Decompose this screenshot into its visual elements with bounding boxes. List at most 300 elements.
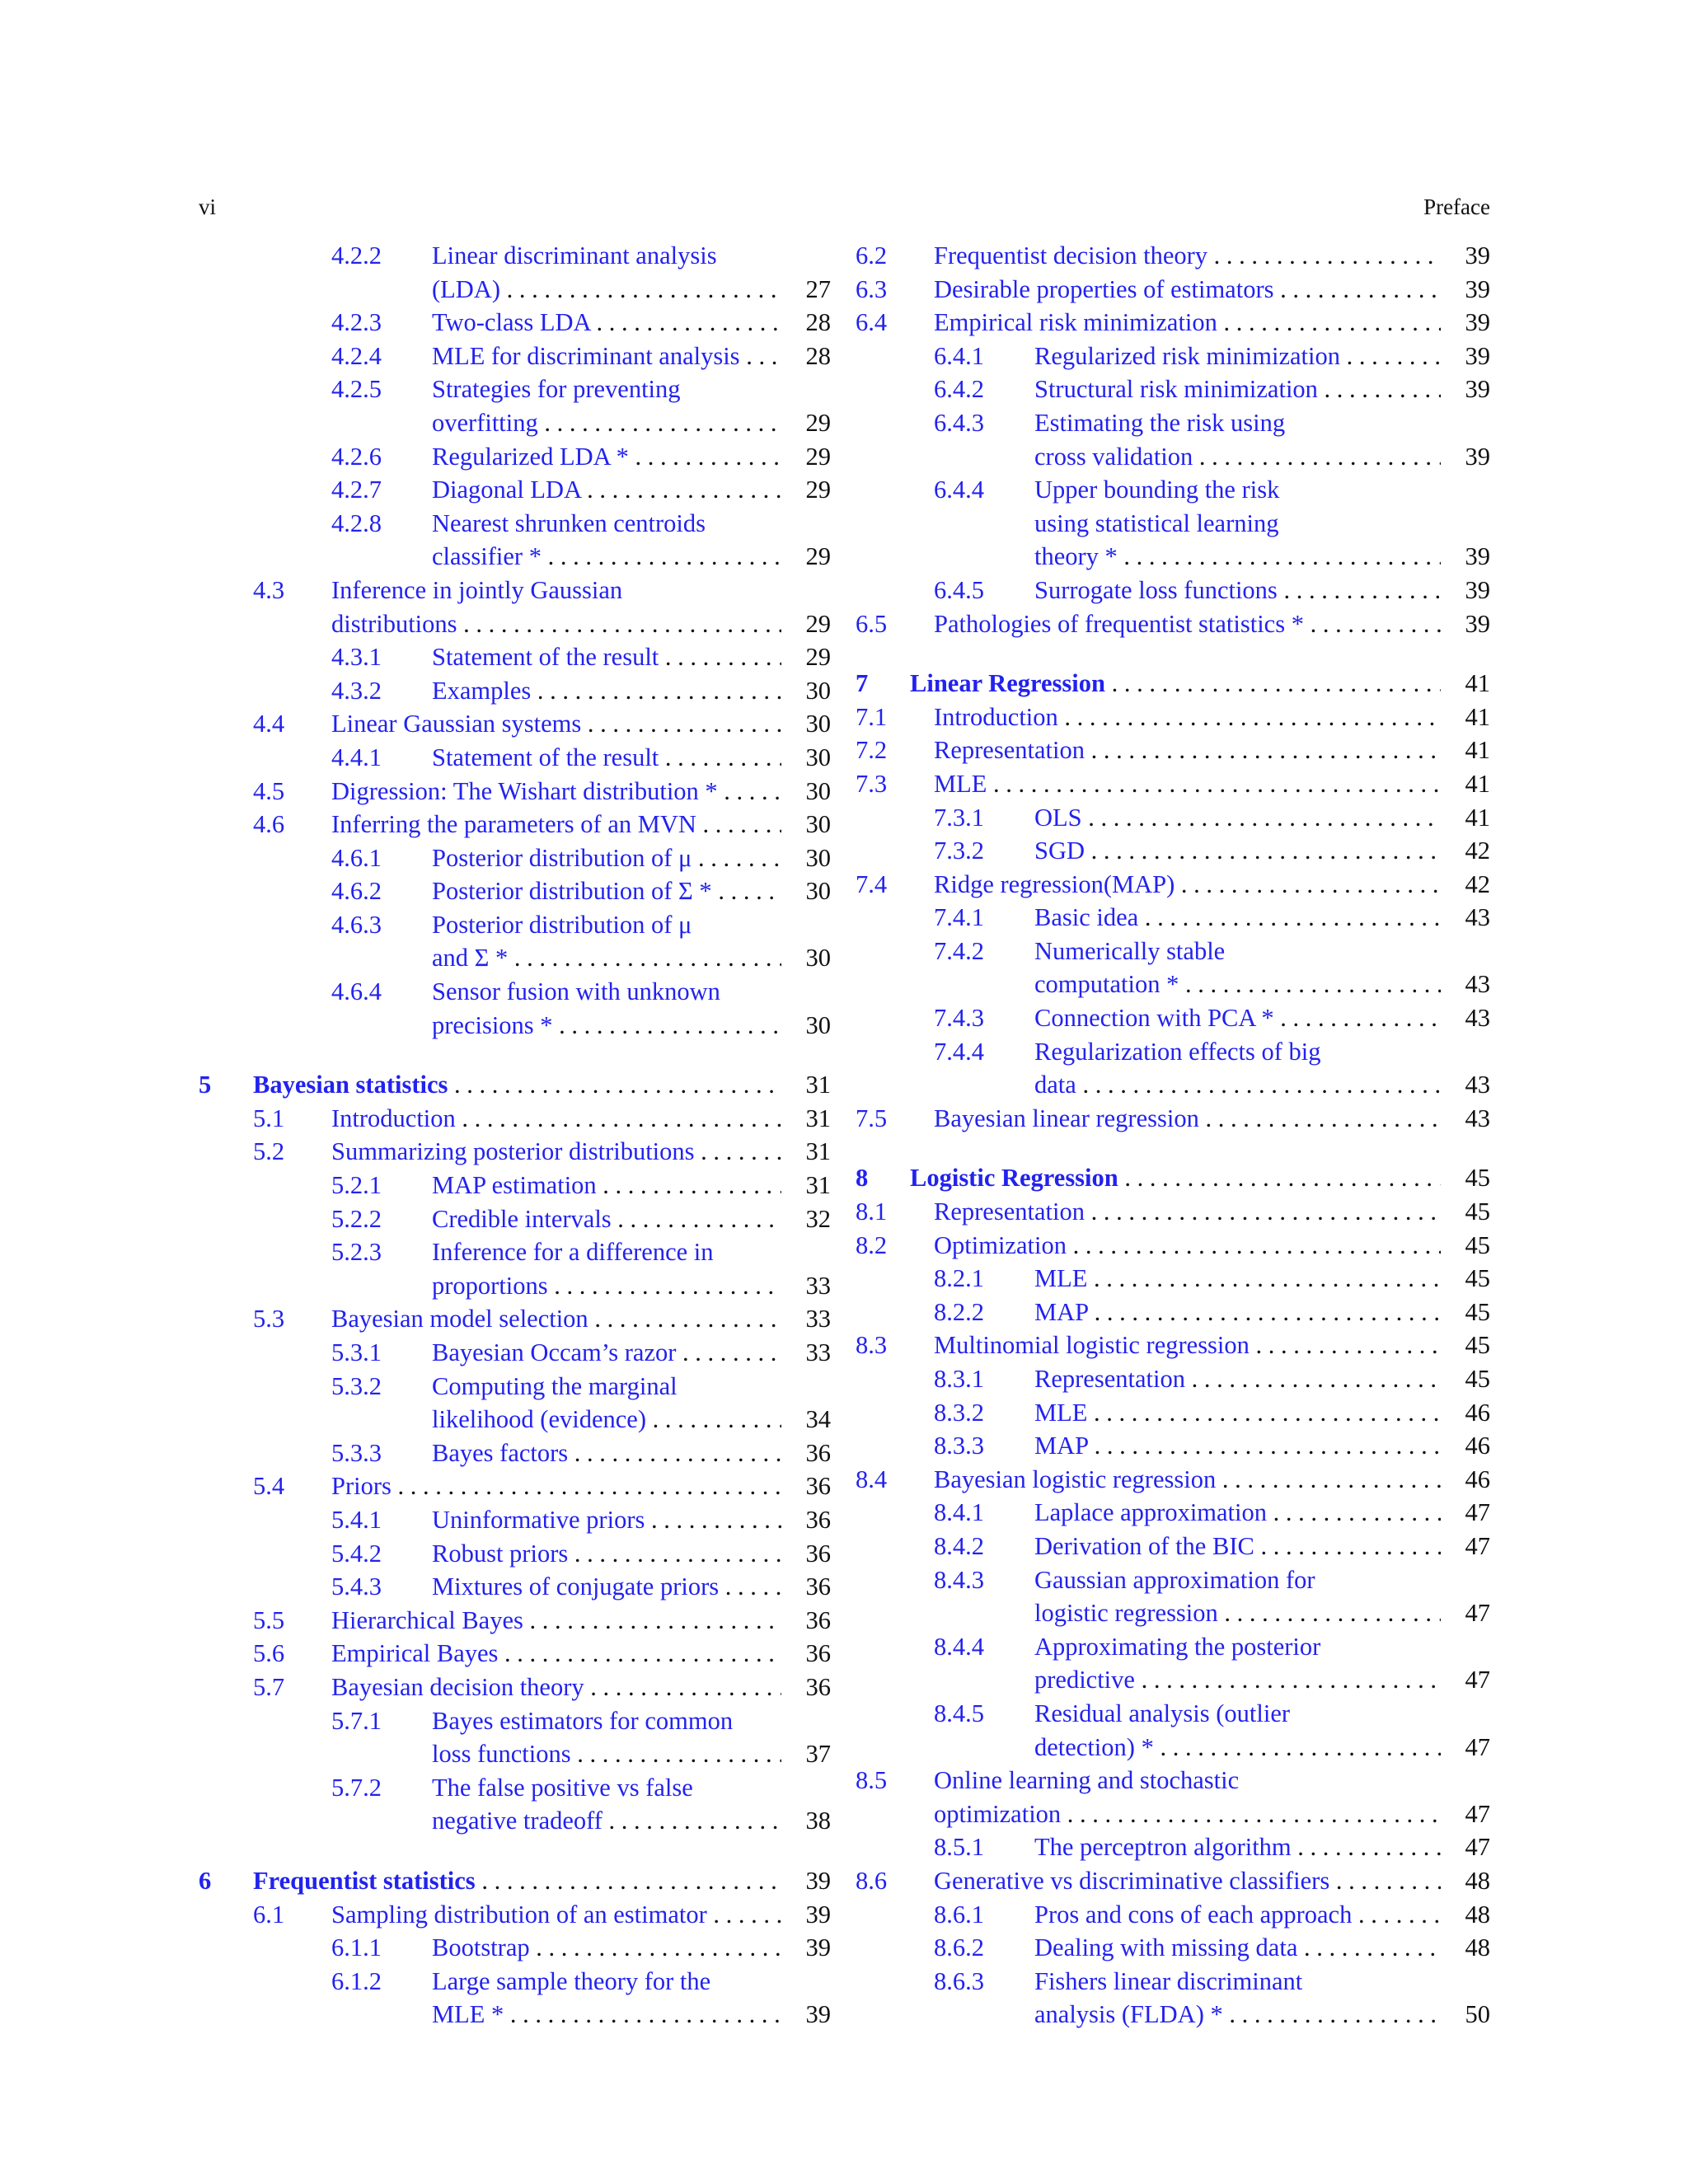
toc-entry-title: likelihood (evidence) [432, 1405, 646, 1434]
toc-section-entry[interactable] [856, 701, 1490, 734]
toc-entry-page-number: 30 [781, 775, 831, 808]
toc-subsection-entry[interactable] [199, 741, 831, 775]
toc-section-entry[interactable] [199, 1135, 831, 1169]
toc-entry-title: MLE * [432, 2000, 504, 2029]
toc-entry-title: Examples [432, 676, 532, 705]
toc-entry-number: 8.4.1 [934, 1498, 984, 1527]
toc-entry-title: Bayesian linear regression [934, 1104, 1199, 1132]
toc-entry-title: analysis (FLDA) * [1034, 2000, 1223, 2029]
toc-entry-number: 5.3 [253, 1305, 285, 1333]
toc-subsection-entry[interactable] [199, 874, 831, 908]
toc-subsection-entry[interactable] [856, 801, 1490, 835]
toc-entry-title: Generative vs discriminative classifiers [934, 1866, 1330, 1895]
toc-subsection-entry[interactable] [199, 1771, 831, 1838]
toc-subsection-entry[interactable] [856, 1931, 1490, 1965]
toc-entry-page-number: 39 [1441, 440, 1490, 474]
toc-entry-title: Surrogate loss functions [1034, 575, 1278, 604]
toc-entry-title: Bayesian logistic regression [934, 1465, 1217, 1493]
toc-entry-page-number: 43 [1441, 901, 1490, 935]
toc-entry-number: 7.1 [856, 702, 888, 731]
toc-entry-number: 6.5 [856, 609, 888, 638]
toc-entry-title: Introduction [331, 1104, 456, 1132]
toc-section-entry[interactable] [199, 775, 831, 808]
toc-entry-title: Pathologies of frequentist statistics * [934, 609, 1304, 638]
toc-subsection-entry[interactable] [856, 1262, 1490, 1296]
toc-subsection-entry[interactable] [856, 1830, 1490, 1864]
toc-entry-number: 8 [856, 1164, 869, 1193]
toc-entry-page-number: 41 [1441, 667, 1490, 701]
toc-subsection-entry[interactable] [856, 1001, 1490, 1035]
toc-entry-title: theory * [1034, 542, 1118, 571]
toc-entry-page-number: 39 [1441, 340, 1490, 373]
toc-entry-page-number: 39 [781, 1998, 831, 2032]
toc-entry-page-number: 30 [781, 707, 831, 741]
toc-entry-page-number: 39 [1441, 239, 1490, 273]
toc-subsection-entry[interactable] [856, 1296, 1490, 1329]
toc-entry-title: Desirable properties of estimators [934, 274, 1274, 303]
toc-subsection-entry[interactable] [199, 507, 831, 574]
toc-entry-title: MAP estimation [432, 1171, 597, 1200]
toc-subsection-entry[interactable] [856, 1898, 1490, 1932]
toc-subsection-entry[interactable] [856, 1965, 1490, 2032]
toc-entry-page-number: 36 [781, 1537, 831, 1571]
toc-entry-number: 5.3.3 [331, 1438, 382, 1467]
toc-entry-number: 7.4.4 [934, 1037, 984, 1066]
toc-entry-title: (LDA) [432, 274, 500, 303]
toc-entry-number: 7.4.3 [934, 1004, 984, 1033]
toc-entry-page-number: 45 [1441, 1362, 1490, 1396]
toc-entry-page-number: 42 [1441, 868, 1490, 902]
toc-subsection-entry[interactable] [856, 473, 1490, 574]
toc-entry-title: predictive [1034, 1666, 1135, 1694]
toc-entry-title: MLE [1034, 1398, 1088, 1427]
toc-entry-page-number: 36 [781, 1436, 831, 1470]
toc-entry-number: 5.1 [253, 1104, 285, 1132]
toc-entry-page-number: 46 [1441, 1429, 1490, 1463]
toc-subsection-entry[interactable] [856, 1563, 1490, 1630]
toc-chapter-entry[interactable] [856, 1161, 1490, 1195]
toc-entry-page-number: 30 [781, 741, 831, 775]
toc-section-entry[interactable] [856, 306, 1490, 340]
toc-right-column [856, 239, 1490, 2032]
section-gap [856, 1135, 1490, 1161]
toc-section-entry[interactable] [856, 1329, 1490, 1362]
toc-subsection-entry[interactable] [199, 908, 831, 975]
toc-subsection-entry[interactable] [856, 935, 1490, 1001]
toc-entry-page-number: 29 [781, 540, 831, 574]
toc-subsection-entry[interactable] [199, 1235, 831, 1302]
toc-section-entry[interactable] [199, 1671, 831, 1704]
toc-entry-title: logistic regression [1034, 1599, 1218, 1628]
toc-entry-number: 7.4.1 [934, 903, 984, 932]
toc-entry-page-number: 45 [1441, 1161, 1490, 1195]
toc-entry-title: Gaussian approximation for [1034, 1565, 1315, 1594]
toc-entry-title: Robust priors [432, 1539, 569, 1568]
toc-entry-page-number: 45 [1441, 1195, 1490, 1229]
toc-subsection-entry[interactable] [199, 1370, 831, 1436]
toc-chapter-entry[interactable] [199, 1068, 831, 1102]
toc-entry-title: Representation [934, 1197, 1085, 1226]
toc-entry-page-number: 47 [1441, 1797, 1490, 1831]
toc-entry-title: Representation [934, 736, 1085, 765]
toc-entry-page-number: 36 [781, 1503, 831, 1537]
toc-subsection-entry[interactable] [199, 1436, 831, 1470]
toc-entry-page-number: 39 [1441, 373, 1490, 406]
toc-entry-title: Sensor fusion with unknown [432, 977, 720, 1006]
toc-entry-title: Bayesian statistics [253, 1071, 448, 1099]
toc-entry-title: Strategies for preventing [432, 375, 681, 404]
toc-entry-title: Introduction [934, 702, 1058, 731]
toc-entry-title: Large sample theory for the [432, 1966, 711, 1995]
toc-entry-page-number: 36 [781, 1637, 831, 1671]
toc-entry-number: 6.4.5 [934, 575, 984, 604]
toc-entry-title: MAP [1034, 1297, 1088, 1326]
toc-entry-page-number: 28 [781, 340, 831, 373]
toc-entry-title: The perceptron algorithm [1034, 1833, 1292, 1862]
toc-entry-page-number: 41 [1441, 701, 1490, 734]
toc-entry-number: 5.4.2 [331, 1539, 382, 1568]
toc-entry-page-number: 38 [781, 1804, 831, 1838]
toc-entry-title: Fishers linear discriminant [1034, 1966, 1303, 1995]
toc-entry-page-number: 47 [1441, 1596, 1490, 1630]
toc-entry-number: 5.4.3 [331, 1572, 382, 1601]
toc-section-entry[interactable] [856, 868, 1490, 902]
toc-entry-page-number: 39 [1441, 607, 1490, 641]
toc-section-entry[interactable] [199, 1102, 831, 1136]
toc-entry-page-number: 39 [1441, 574, 1490, 607]
toc-entry-title: Inferring the parameters of an MVN [331, 810, 696, 839]
toc-entry-title: Bootstrap [432, 1933, 530, 1962]
toc-entry-number: 8.1 [856, 1197, 888, 1226]
toc-entry-number: 6.4.3 [934, 408, 984, 437]
toc-entry-page-number: 30 [781, 1009, 831, 1043]
section-gap [199, 1042, 831, 1068]
toc-entry-number: 4.6.1 [331, 843, 382, 872]
toc-subsection-entry[interactable] [856, 1396, 1490, 1430]
toc-entry-number: 8.3.3 [934, 1432, 984, 1460]
section-gap [199, 1838, 831, 1864]
toc-entry-title: Sampling distribution of an estimator [331, 1900, 707, 1929]
toc-entry-page-number: 43 [1441, 1102, 1490, 1136]
toc-entry-title: Mixtures of conjugate priors [432, 1572, 720, 1601]
toc-entry-title: The false positive vs false [432, 1773, 693, 1802]
toc-entry-page-number: 47 [1441, 1663, 1490, 1697]
toc-subsection-entry[interactable] [199, 1169, 831, 1202]
toc-section-entry[interactable] [856, 1229, 1490, 1263]
toc-subsection-entry[interactable] [856, 1697, 1490, 1764]
toc-section-entry[interactable] [199, 1604, 831, 1638]
toc-entry-number: 7.4.2 [934, 936, 984, 965]
toc-entry-title: cross validation [1034, 442, 1193, 471]
toc-entry-page-number: 29 [781, 440, 831, 474]
toc-entry-number: 8.6.2 [934, 1933, 984, 1962]
toc-entry-title: Posterior distribution of Σ * [432, 877, 712, 906]
toc-entry-title: Two-class LDA [432, 308, 590, 337]
toc-entry-page-number: 47 [1441, 1830, 1490, 1864]
toc-entry-page-number: 30 [781, 874, 831, 908]
toc-entry-number: 4.6.2 [331, 877, 382, 906]
toc-chapter-entry[interactable] [199, 1864, 831, 1898]
toc-entry-title: Empirical Bayes [331, 1639, 499, 1668]
toc-entry-title: proportions [432, 1271, 548, 1300]
toc-entry-title: Inference for a difference in [432, 1238, 714, 1267]
toc-entry-title: Dealing with missing data [1034, 1933, 1298, 1962]
toc-entry-title: Structural risk minimization [1034, 375, 1318, 404]
toc-entry-title: MLE for discriminant analysis [432, 341, 740, 370]
toc-entry-page-number: 41 [1441, 733, 1490, 767]
toc-entry-number: 5.5 [253, 1605, 285, 1634]
toc-subsection-entry[interactable] [856, 574, 1490, 607]
toc-entry-number: 4.2.8 [331, 509, 382, 537]
toc-entry-number: 4.6.4 [331, 977, 382, 1006]
toc-subsection-entry[interactable] [199, 1965, 831, 2032]
toc-section-entry[interactable] [199, 574, 831, 640]
toc-entry-title: MLE [934, 769, 987, 798]
toc-entry-title: Posterior distribution of μ [432, 843, 692, 872]
toc-entry-number: 8.5 [856, 1766, 888, 1795]
toc-entry-page-number: 39 [1441, 273, 1490, 307]
toc-section-entry[interactable] [856, 1764, 1490, 1830]
toc-entry-title: Numerically stable [1034, 936, 1226, 965]
toc-entry-number: 5 [199, 1071, 212, 1099]
toc-entry-title: Frequentist decision theory [934, 241, 1208, 269]
toc-subsection-entry[interactable] [856, 1530, 1490, 1563]
toc-subsection-entry[interactable] [199, 239, 831, 306]
toc-entry-page-number: 29 [781, 607, 831, 641]
toc-subsection-entry[interactable] [856, 406, 1490, 473]
toc-subsection-entry[interactable] [199, 841, 831, 875]
toc-entry-page-number: 30 [781, 674, 831, 708]
toc-entry-title: Summarizing posterior distributions [331, 1137, 695, 1166]
toc-entry-title: data [1034, 1071, 1076, 1099]
toc-entry-number: 4.6 [253, 810, 285, 839]
toc-subsection-entry[interactable] [199, 1503, 831, 1537]
toc-entry-number: 5.7.1 [331, 1706, 382, 1735]
toc-entry-number: 4.5 [253, 776, 285, 805]
toc-subsection-entry[interactable] [856, 1035, 1490, 1102]
toc-entry-number: 8.4.5 [934, 1699, 984, 1727]
toc-subsection-entry[interactable] [199, 473, 831, 507]
toc-section-entry[interactable] [199, 1469, 831, 1503]
toc-section-entry[interactable] [856, 607, 1490, 641]
toc-entry-number: 4.3.2 [331, 676, 382, 705]
toc-entry-title: Linear discriminant analysis [432, 241, 717, 269]
toc-entry-number: 8.3.2 [934, 1398, 984, 1427]
toc-entry-number: 8.2.1 [934, 1264, 984, 1293]
toc-entry-number: 5.3.2 [331, 1371, 382, 1400]
toc-entry-page-number: 43 [1441, 1068, 1490, 1102]
toc-entry-page-number: 30 [781, 841, 831, 875]
toc-entry-number: 6.1.2 [331, 1966, 382, 1995]
toc-entry-number: 8.3.1 [934, 1365, 984, 1393]
toc-entry-number: 5.4.1 [331, 1505, 382, 1534]
toc-entry-number: 5.3.1 [331, 1338, 382, 1366]
toc-chapter-entry[interactable] [856, 667, 1490, 701]
toc-entry-title: Uninformative priors [432, 1505, 645, 1534]
toc-entry-page-number: 39 [1441, 540, 1490, 574]
toc-entry-number: 4.3.1 [331, 643, 382, 672]
toc-entry-title: Frequentist statistics [253, 1866, 476, 1895]
toc-subsection-entry[interactable] [856, 1362, 1490, 1396]
toc-entry-title: MAP [1034, 1432, 1088, 1460]
toc-entry-number: 4.2.3 [331, 308, 382, 337]
toc-entry-number: 4.3 [253, 575, 285, 604]
toc-entry-title: Bayesian decision theory [331, 1672, 584, 1701]
toc-section-entry[interactable] [856, 273, 1490, 307]
toc-entry-page-number: 31 [781, 1135, 831, 1169]
toc-entry-title: Empirical risk minimization [934, 308, 1217, 337]
toc-subsection-entry[interactable] [199, 1202, 831, 1236]
toc-entry-title: Representation [1034, 1365, 1185, 1393]
toc-section-entry[interactable] [856, 1864, 1490, 1898]
toc-entry-number: 6.4 [856, 308, 888, 337]
toc-entry-number: 8.2 [856, 1230, 888, 1259]
toc-subsection-entry[interactable] [199, 1537, 831, 1571]
toc-entry-title: SGD [1034, 837, 1085, 865]
toc-entry-title: Linear Regression [910, 669, 1105, 698]
toc-entry-title: classifier * [432, 542, 542, 571]
toc-entry-number: 5.2.1 [331, 1171, 382, 1200]
toc-entry-number: 8.5.1 [934, 1833, 984, 1862]
toc-entry-title: Regularized risk minimization [1034, 341, 1340, 370]
toc-entry-title: Regularization effects of big [1034, 1037, 1321, 1066]
toc-entry-page-number: 33 [781, 1336, 831, 1370]
running-header-page-number: vi [199, 194, 217, 219]
toc-entry-title: Bayesian Occam’s razor [432, 1338, 677, 1366]
toc-entry-title: Laplace approximation [1034, 1498, 1268, 1527]
toc-subsection-entry[interactable] [856, 901, 1490, 935]
toc-subsection-entry[interactable] [856, 373, 1490, 406]
toc-subsection-entry[interactable] [199, 975, 831, 1042]
toc-entry-page-number: 33 [781, 1302, 831, 1336]
toc-entry-number: 6.4.4 [934, 476, 984, 504]
toc-section-entry[interactable] [199, 808, 831, 841]
toc-entry-page-number: 39 [781, 1931, 831, 1965]
toc-entry-title: Logistic Regression [910, 1164, 1118, 1193]
toc-entry-title: Priors [331, 1472, 392, 1501]
toc-entry-title: Statement of the result [432, 743, 659, 771]
toc-section-entry[interactable] [856, 1102, 1490, 1136]
toc-entry-page-number: 29 [781, 406, 831, 440]
toc-entry-title: Bayesian model selection [331, 1305, 588, 1333]
toc-section-entry[interactable] [856, 1463, 1490, 1497]
toc-entry-page-number: 48 [1441, 1864, 1490, 1898]
toc-section-entry[interactable] [856, 239, 1490, 273]
running-header-title: Preface [1423, 194, 1490, 219]
toc-section-entry[interactable] [199, 1898, 831, 1932]
toc-section-entry[interactable] [199, 707, 831, 741]
toc-subsection-entry[interactable] [199, 674, 831, 708]
toc-entry-number: 4.4 [253, 710, 285, 738]
toc-subsection-entry[interactable] [856, 834, 1490, 868]
toc-subsection-entry[interactable] [199, 640, 831, 674]
toc-entry-title: using statistical learning [1034, 509, 1279, 537]
toc-subsection-entry[interactable] [199, 1704, 831, 1771]
toc-entry-title: Bayes factors [432, 1438, 569, 1467]
toc-section-entry[interactable] [856, 1195, 1490, 1229]
toc-section-entry[interactable] [199, 1637, 831, 1671]
section-gap [856, 640, 1490, 667]
toc-entry-number: 7 [856, 669, 869, 698]
toc-entry-page-number: 46 [1441, 1463, 1490, 1497]
toc-entry-page-number: 36 [781, 1469, 831, 1503]
toc-section-entry[interactable] [856, 733, 1490, 767]
toc-entry-page-number: 30 [781, 808, 831, 841]
toc-entry-title: Linear Gaussian systems [331, 710, 582, 738]
toc-entry-title: Residual analysis (outlier [1034, 1699, 1291, 1727]
toc-entry-number: 8.4 [856, 1465, 888, 1493]
toc-subsection-entry[interactable] [199, 1336, 831, 1370]
toc-entry-number: 8.4.4 [934, 1632, 984, 1661]
toc-entry-title: overfitting [432, 408, 538, 437]
toc-entry-number: 7.3.2 [934, 837, 984, 865]
toc-entry-title: OLS [1034, 803, 1082, 832]
toc-entry-number: 6 [199, 1866, 212, 1895]
toc-subsection-entry[interactable] [199, 373, 831, 439]
toc-entry-page-number: 48 [1441, 1898, 1490, 1932]
toc-entry-page-number: 29 [781, 473, 831, 507]
toc-entry-title: computation * [1034, 970, 1179, 999]
toc-entry-title: Digression: The Wishart distribution * [331, 776, 718, 805]
toc-entry-title: Posterior distribution of μ [432, 910, 692, 939]
toc-section-entry[interactable] [856, 767, 1490, 801]
toc-entry-number: 4.6.3 [331, 910, 382, 939]
toc-subsection-entry[interactable] [199, 1931, 831, 1965]
toc-entry-title: Credible intervals [432, 1204, 612, 1233]
toc-entry-title: Derivation of the BIC [1034, 1531, 1254, 1560]
toc-entry-page-number: 37 [781, 1737, 831, 1771]
toc-entry-page-number: 41 [1441, 767, 1490, 801]
toc-subsection-entry[interactable] [199, 306, 831, 340]
toc-entry-page-number: 45 [1441, 1229, 1490, 1263]
toc-entry-page-number: 36 [781, 1671, 831, 1704]
toc-entry-number: 4.2.4 [331, 341, 382, 370]
toc-section-entry[interactable] [199, 1302, 831, 1336]
toc-subsection-entry[interactable] [856, 1630, 1490, 1697]
toc-entry-number: 8.6.3 [934, 1966, 984, 1995]
toc-entry-number: 7.3.1 [934, 803, 984, 832]
toc-entry-number: 5.2.2 [331, 1204, 382, 1233]
toc-entry-title: precisions * [432, 1010, 553, 1039]
toc-entry-number: 5.7.2 [331, 1773, 382, 1802]
toc-entry-page-number: 45 [1441, 1262, 1490, 1296]
toc-entry-number: 5.2.3 [331, 1238, 382, 1267]
toc-entry-page-number: 29 [781, 640, 831, 674]
toc-entry-number: 6.2 [856, 241, 888, 269]
toc-entry-number: 6.3 [856, 274, 888, 303]
toc-entry-number: 6.4.2 [934, 375, 984, 404]
toc-entry-number: 4.4.1 [331, 743, 382, 771]
toc-entry-title: loss functions [432, 1740, 571, 1769]
toc-subsection-entry[interactable] [856, 340, 1490, 373]
toc-entry-number: 5.2 [253, 1137, 285, 1166]
toc-entry-number: 4.2.5 [331, 375, 382, 404]
toc-subsection-entry[interactable] [199, 340, 831, 373]
toc-entry-number: 8.3 [856, 1331, 888, 1360]
toc-entry-title: Basic idea [1034, 903, 1139, 932]
toc-entry-number: 4.2.7 [331, 476, 382, 504]
toc-subsection-entry[interactable] [856, 1496, 1490, 1530]
toc-entry-title: Multinomial logistic regression [934, 1331, 1250, 1360]
toc-entry-number: 5.6 [253, 1639, 285, 1668]
toc-subsection-entry[interactable] [856, 1429, 1490, 1463]
toc-subsection-entry[interactable] [199, 1570, 831, 1604]
toc-subsection-entry[interactable] [199, 440, 831, 474]
toc-entry-title: MLE [1034, 1264, 1088, 1293]
toc-entry-title: Online learning and stochastic [934, 1766, 1240, 1795]
toc-entry-number: 7.5 [856, 1104, 888, 1132]
toc-entry-page-number: 50 [1441, 1998, 1490, 2032]
